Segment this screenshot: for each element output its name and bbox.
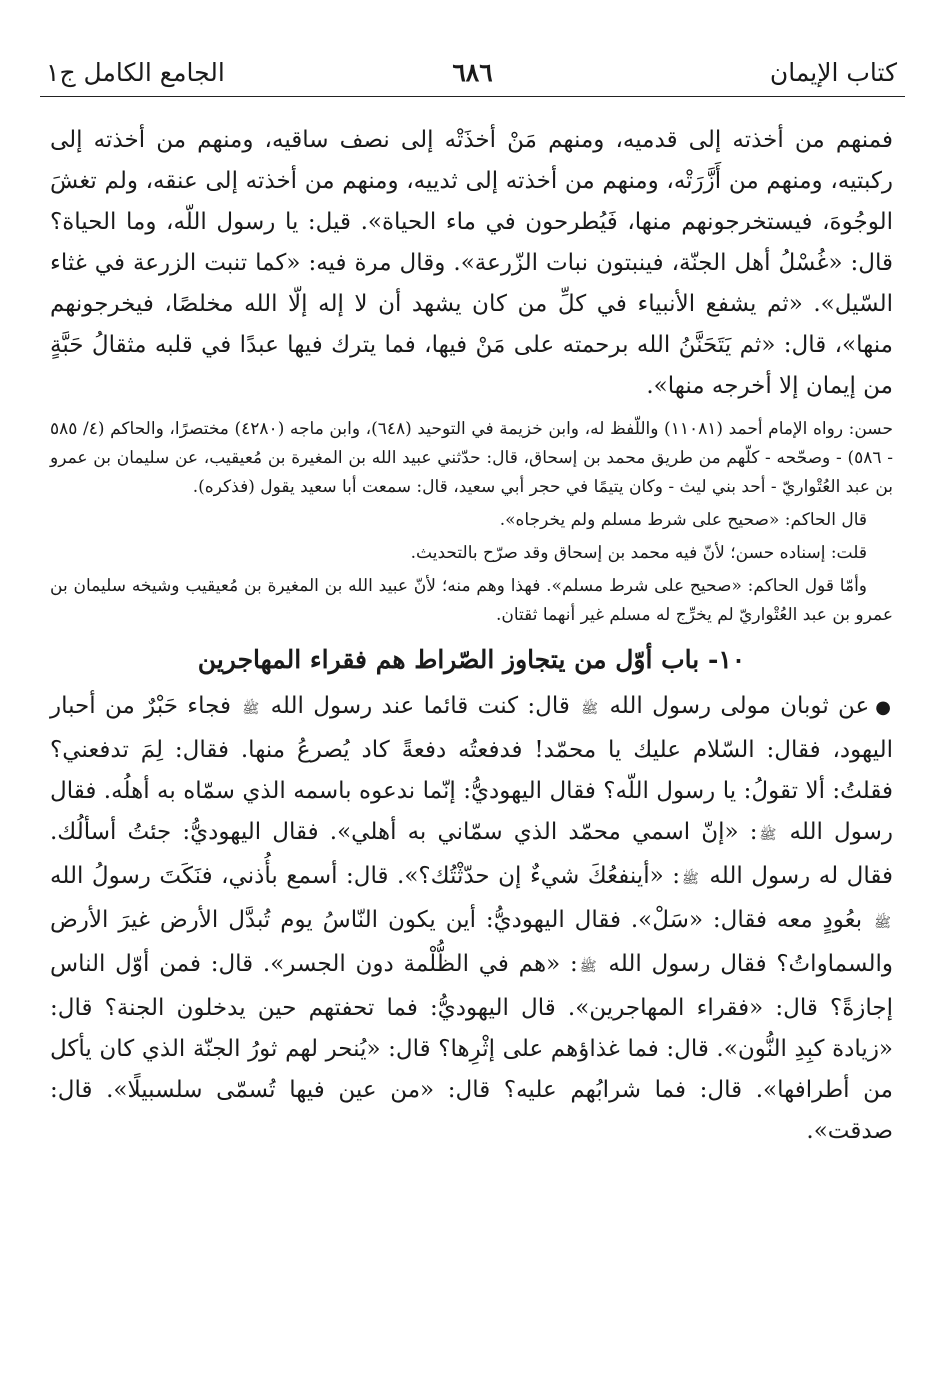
hadith-continuation-paragraph: فمنهم من أخذته إلى قدميه، ومنهم مَنْ أخذَتْه إلى نصف ساقيه، ومنهم من أخذته إلى ركبتيه، ومنهم من أَزَّرَتْه، ومنهم من أخذته إلى ثدييه، ومنهم من أخذته إلى عنقه، ولم تغشَ الوجُوهَ، فيستخرجونهم منها، فَيُطرحون في ماء الحياة». قيل: يا رسول اللّه، وما الحياة؟ قال: «غُسْلُ أهل الجنّة، فينبتون نبات الزّرعة». وقال مرة فيه: «كما تنبت الزرعة في غثاء السّيل». «ثم يشفع الأنبياء في كلِّ من كان يشهد أن لا إله إلّا الله مخلصًا، فيخرجونهم منها»، قال: «ثم يَتَحَنَّنُ الله برحمته على مَنْ فيها، فما يترك فيها عبدًا في قلبه مثقالُ حَبَّةٍ من إيمان إلا أخرجه منها». [50,127,893,399]
hadith-segment: عن ثوبان مولى رسول الله [609,693,870,719]
bullet-icon: ● [875,697,894,718]
book-section-title: كتاب الإيمان [769,58,897,87]
salawat-icon: ﷺ [874,915,891,931]
hadith-segment: بعُودٍ معه فقال: «سَلْ». فقال اليهوديُّ: أين يكون النّاسُ يوم تُبدَّل الأرض غيرَ الأرض والسماواتُ؟ فقال رسول الله [50,907,894,977]
hakim-remark: قال الحاكم: «صحيح على شرط مسلم ولم يخرجاه». [499,510,867,530]
hadith-segment: قال: كنت قائما عند رسول الله [270,693,570,719]
salawat-icon: ﷺ [681,871,699,887]
chapter-title: ١٠- باب أوّل من يتجاوز الصّراط هم فقراء المهاجرين [197,645,746,674]
salawat-icon: ﷺ [759,827,777,843]
takhrij-note: حسن: رواه الإمام أحمد (١١٠٨١) واللّفظ له، وابن خزيمة في التوحيد (٦٤٨)، وابن ماجه (٤٢٨٠) مختصرًا، والحاكم (٤/ ٥٨٥ - ٥٨٦) - وصحّحه - كلّهم من طريق محمد بن إسحاق، قال: حدّثني عبيد الله بن المغيرة بن مُعيقيب، عن سليمان بن عمرو بن عبد العُتْواريّ - أحد بني ليث - وكان يتيمًا في حجر أبي سعيد، قال: سمعت أبا سعيد يقول (فذكره). [50,419,893,497]
hadith-segment: : «هم في الظُّلْمة دون الجسر». قال: فمن أوّل الناس إجازةً؟ قال: «فقراء المهاجرين». قال اليهوديُّ: فما تحفتهم حين يدخلون الجنة؟ قال: «زيادة كبِدِ النُّون». قال: فما غذاؤهم على إثْرِها؟ قال: «يُنحر لهم ثورُ الجنّة الذي كان يأكل من أطرافها». قال: فما شرابُهم عليه؟ قال: «من عين فيها تُسمّى سلسبيلًا». قال: صدقت». [50,951,893,1144]
hakim-critique: وأمّا قول الحاكم: «صحيح على شرط مسلم». فهذا وهم منه؛ لأنّ عبيد الله بن المغيرة بن مُعيقيب وشيخه سليمان بن عمرو بن عبد العُتْواريّ لم يخرِّج له مسلم غير أنهما ثقتان. [50,576,893,625]
page-number: ٦٨٦ [452,58,493,87]
hadith-segment: فجاء حَبْرٌ من أحبار اليهود، فقال: السّلام عليك يا محمّد! فدفعتُه دفعةً كاد يُصرعُ منها. فقال: لِمَ تدفعني؟ فقلتُ: ألا تقولُ: يا رسول اللّه؟ فقال اليهوديُّ: إنّما ندعوه باسمه الذي سمّاه به أهلُه. فقال رسول الله [50,693,893,845]
salawat-icon: ﷺ [242,701,260,717]
hadith-segment: : «إنّ اسمي محمّد الذي سمّاني به أهلي». فقال اليهوديُّ: جئتُ أسألُك. فقال له رسول الله [50,819,893,889]
hadith-paragraph [50,686,893,1152]
book-volume-title: الجامع الكامل ج١ [46,58,225,87]
salawat-icon: ﷺ [581,701,599,717]
salawat-icon: ﷺ [579,959,597,975]
page-body [50,120,893,1152]
author-remark: قلت: إسناده حسن؛ لأنّ فيه محمد بن إسحاق وقد صرّح بالتحديث. [410,543,867,563]
page-header [40,52,905,97]
hadith-segment: : «أينفعُكَ شيءٌ إن حدّثْتُك؟». قال: أسمع بأُذني، فنَكَتَ رسولُ الله [50,863,680,889]
